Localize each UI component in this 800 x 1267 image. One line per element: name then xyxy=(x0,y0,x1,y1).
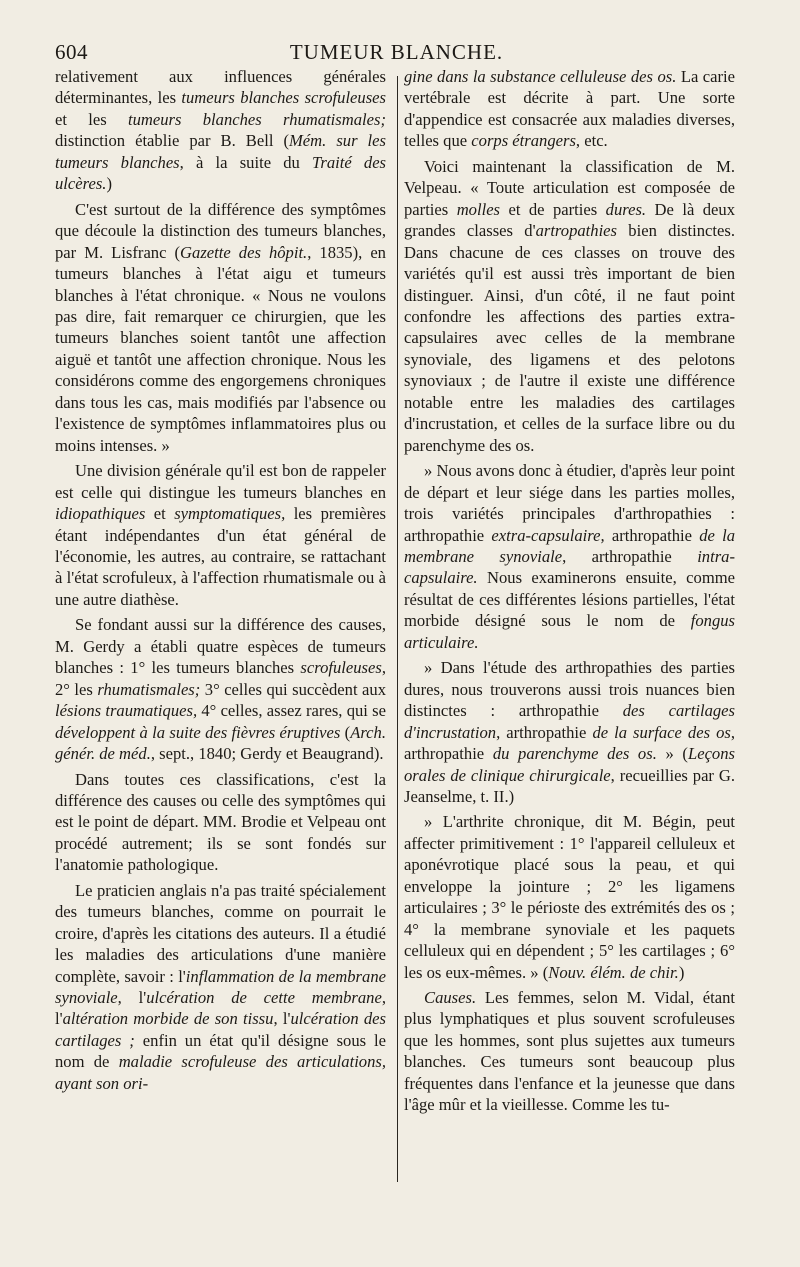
italic-run: idiopathiques xyxy=(55,504,146,524)
text-run: , 2° les xyxy=(55,658,386,699)
text-run: Voici maintenant la classification de M. Velpeau. « Toute articulation est composée de parties xyxy=(404,156,735,219)
text-run: arthropathie xyxy=(604,525,700,545)
text-run: , arthropathie xyxy=(562,546,698,566)
right-column xyxy=(404,66,735,1120)
text-run: , arthropathie xyxy=(496,722,593,742)
italic-run: artropathies xyxy=(535,221,617,241)
italic-run: rhumatismales; xyxy=(97,679,201,699)
italic-run: ulcération des cartilages ; xyxy=(55,1009,386,1050)
paragraph xyxy=(55,769,386,876)
italic-run: Gazette des hôpit. xyxy=(180,242,308,262)
text-run: , 1835), en tumeurs blanches à l'état aigu et tumeurs blanches à l'état chronique. « Nous ne voulons pas dire, fait remarquer ce chirurgien, que les tumeurs blanches soient tantôt une affection aiguë et tantôt une affection chronique. Nous les considérons comme des engorgemens chroniques dans tous les cas, mais modifiés par l'absence ou l'existence de symptômes inflammatoires plus ou moins intenses. » xyxy=(55,242,386,455)
text-run: ) xyxy=(678,962,685,982)
italic-run: intra-capsulaire. xyxy=(404,546,735,588)
italic-run: Leçons orales de clinique chirurgicale xyxy=(404,744,735,785)
paragraph xyxy=(404,156,735,456)
paragraph xyxy=(55,199,386,456)
text-run: » Nous avons donc à étudier, d'après leur point de départ et leur siége dans les parties molles, trois variétés principales d'arthropathies : arthropathie xyxy=(404,461,735,545)
italic-run: scrofuleuses xyxy=(300,658,382,678)
italic-run: dures. xyxy=(605,199,647,219)
paragraph xyxy=(404,987,735,1116)
page-number: 604 xyxy=(55,40,88,64)
italic-run: altération morbide de son tissu xyxy=(62,1009,274,1029)
italic-run: maladie scrofuleuse des articulations, ayant son ori- xyxy=(55,1052,387,1093)
text-run: , arthropathie xyxy=(404,722,735,764)
text-run: , l' xyxy=(55,988,386,1029)
text-run: et xyxy=(145,504,175,524)
italic-run: fongus articulaire. xyxy=(404,611,735,652)
italic-run: symptomatiques, xyxy=(174,504,286,524)
text-run: C'est surtout de la différence des symptômes que découle la distinction des tumeurs blanches, par M. Lisfranc ( xyxy=(55,199,386,262)
running-title: TUMEUR BLANCHE. xyxy=(289,40,504,64)
text-run: les premières étant indépendantes d'un état général de l'économie, les autres, au contraire, se rattachant à l'état scrofuleux, à l'affection rhumatismale ou à une autre diathèse. xyxy=(55,504,386,609)
text-run: , l' xyxy=(117,988,147,1008)
italic-run: lésions traumatiques, xyxy=(55,701,198,721)
text-run: , l' xyxy=(273,1009,291,1029)
italic-run: Traité des ulcères. xyxy=(55,152,387,194)
text-run: ( xyxy=(340,722,351,742)
text-run: et les xyxy=(55,109,128,129)
text-run: ) xyxy=(106,174,112,194)
text-run: , recueillies par G. Jeanselme, t. II.) xyxy=(404,765,735,806)
italic-run: développent à la suite des fièvres éruptives xyxy=(55,722,341,742)
italic-run: tumeurs blanches scrofuleuses xyxy=(181,88,386,108)
paragraph xyxy=(404,811,735,983)
text-run: et de parties xyxy=(500,199,606,219)
text-run: bien distinctes. Dans chacune de ces classes on trouve des variétés qu'il est aussi très important de bien distinguer. Ainsi, d'un côté, il ne faut point confondre les affections des parties extra-capsulaires avec celles de la membrane synoviale, des ligamens et des pelotons synoviaux ; de l'autre il existe une différence notable entre les maladies des cartilages d'incrustation, et celles de la surface libre ou du parenchyme des os. xyxy=(404,221,735,455)
italic-run: inflammation de la membrane synoviale xyxy=(55,966,386,1008)
text-run: distinction établie par B. Bell ( xyxy=(55,131,289,151)
paragraph xyxy=(55,880,386,1095)
text-run: 3° celles qui succèdent aux xyxy=(200,679,387,699)
paragraph xyxy=(404,66,735,152)
text-run: 4° celles, assez rares, qui se xyxy=(197,701,386,721)
text-run: La carie vertébrale est décrite à part. Une sorte d'appendice est consacrée aux maladies diverses, telles que xyxy=(404,67,735,151)
text-run: Nous examinerons ensuite, comme résultat de ces différentes lésions partielles, l'état morbide désigné sous le nom de xyxy=(404,568,735,631)
italic-run: molles xyxy=(456,199,501,219)
text-run: , etc. xyxy=(575,131,608,151)
text-run: , sept., 1840; Gerdy et Beaugrand). xyxy=(150,744,384,764)
italic-run: Causes. xyxy=(424,988,477,1008)
italic-run: du parenchyme des os. xyxy=(492,744,657,764)
text-run: » Dans l'étude des arthropathies des parties dures, nous trouverons aussi trois nuances bien distinctes : arthropathie xyxy=(404,658,735,721)
italic-run: Mém. sur les tumeurs blanches xyxy=(55,131,386,172)
column-divider xyxy=(397,76,398,1182)
italic-run: des cartilages d'incrustation xyxy=(404,701,735,742)
text-run: Le praticien anglais n'a pas traité spécialement des tumeurs blanches, comme on pourrait le croire, d'après les citations des auteurs. Il a étudié les maladies des articulations d'une manière complète, savoir : l' xyxy=(55,880,386,986)
text-run: De là deux grandes classes d' xyxy=(404,199,736,241)
italic-run: corps étrangers xyxy=(471,131,576,151)
text-run: » ( xyxy=(656,744,688,764)
italic-run: ulcération de cette membrane xyxy=(146,988,382,1008)
text-run: , à la suite du xyxy=(179,152,313,172)
italic-run: tumeurs blanches rhumatismales; xyxy=(128,109,386,129)
text-run: Une division générale qu'il est bon de rappeler est celle qui distingue les tumeurs blanches en xyxy=(55,461,386,502)
left-column xyxy=(55,66,386,1098)
italic-run: Nouv. élém. de chir. xyxy=(548,962,679,982)
paragraph xyxy=(55,66,386,195)
text-run: Dans toutes ces classifications, c'est la différence des causes ou celle des symptômes qui est le point de départ. MM. Brodie et Velpeau ont procédé autrement; ils se sont fondés sur l'anatomie pathologique. xyxy=(55,769,386,875)
paragraph xyxy=(404,460,735,653)
paragraph xyxy=(55,614,386,764)
paragraph xyxy=(404,657,735,807)
italic-run: gine dans la substance celluleuse des os. xyxy=(404,67,677,86)
text-run: » L'arthrite chronique, dit M. Bégin, peut affecter primitivement : 1° l'appareil celluleux et aponévrotique placé sous la peau, et qui enveloppe la jointure ; 2° les ligamens articulaires ; 3° le périoste des extrémités des os ; 4° la membrane synoviale et les paquets celluleux qui en dépendent ; 5° les cartilages ; 6° les os eux-mêmes. » ( xyxy=(404,812,735,982)
text-run: relativement aux influences générales déterminantes, les xyxy=(55,67,386,108)
italic-run: de la membrane synoviale xyxy=(404,525,736,566)
italic-run: de la surface des os xyxy=(592,722,731,742)
italic-run: Arch. génér. de méd. xyxy=(55,722,386,764)
italic-run: extra-capsulaire, xyxy=(491,525,605,545)
text-run: Se fondant aussi sur la différence des causes, M. Gerdy a établi quatre espèces de tumeurs blanches : 1° les tumeurs blanches xyxy=(55,615,386,678)
text-run: enfin un état qu'il désigne sous le nom de xyxy=(55,1030,387,1072)
text-run: Les femmes, selon M. Vidal, étant plus lymphatiques et plus souvent scrofuleuses que les hommes, sont plus sujettes aux tumeurs blanches. Ces tumeurs sont beaucoup plus fréquentes dans l'enfance et la jeunesse que dans l'âge mûr et la vieillesse. Comme les tu- xyxy=(404,988,735,1115)
paragraph xyxy=(55,460,386,610)
